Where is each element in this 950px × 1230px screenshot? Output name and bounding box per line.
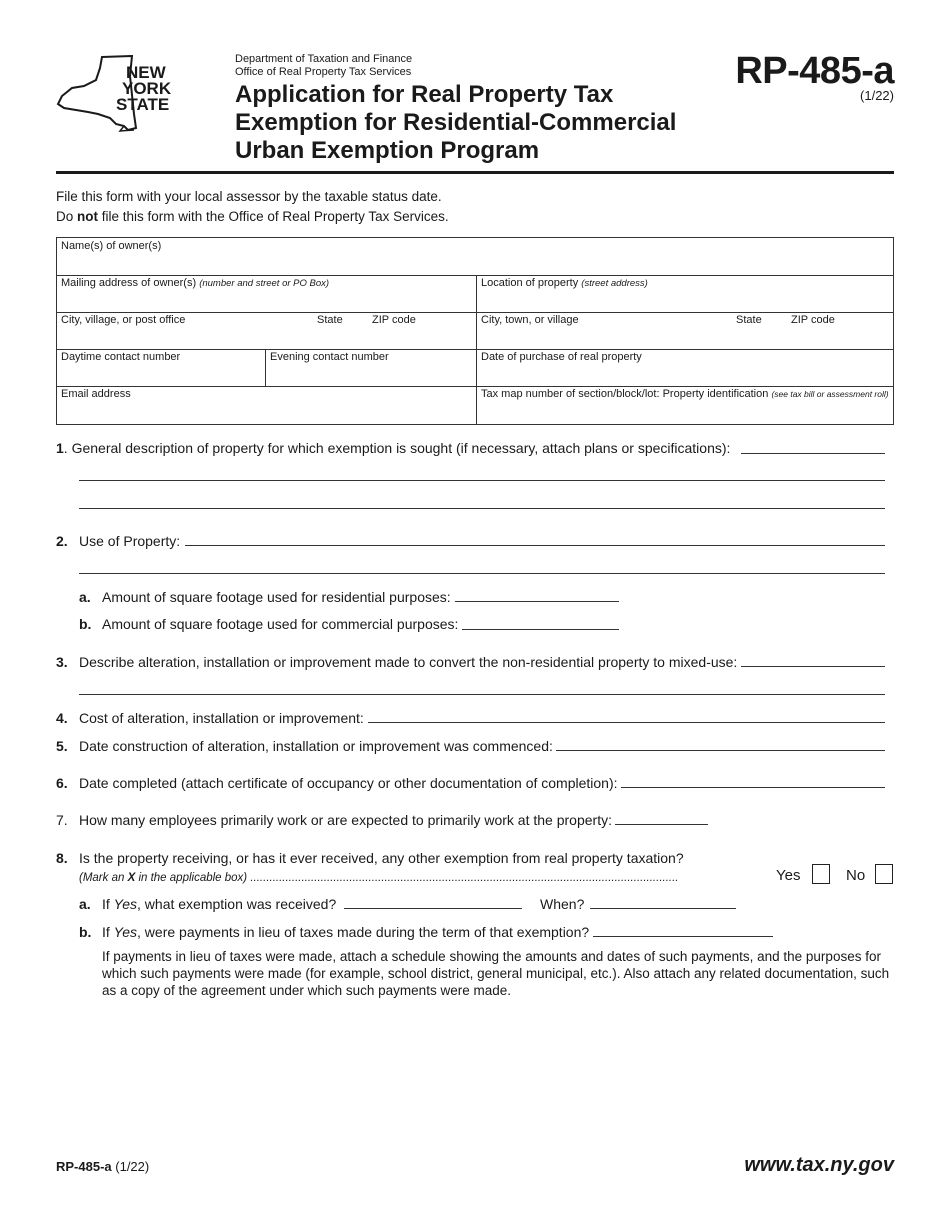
field-label: City, town, or village — [481, 314, 579, 326]
instruction-text: (Mark an — [79, 872, 128, 884]
answer-line-q2[interactable] — [185, 545, 885, 546]
state-field-1[interactable] — [313, 312, 363, 349]
intro-emphasis: not — [77, 209, 99, 224]
question-number: b. — [79, 616, 92, 632]
form-number: RP-485-a — [735, 50, 894, 92]
intro-line-1: File this form with your local assessor by the taxable status date. — [56, 189, 442, 204]
field-label: Name(s) of owner(s) — [61, 240, 162, 252]
question-8-instruction — [79, 869, 767, 887]
answer-line-q1[interactable] — [79, 508, 885, 509]
field-label: ZIP code — [791, 314, 835, 326]
question-number: 4. — [56, 710, 68, 726]
question-2a — [79, 588, 451, 606]
footer-website-link[interactable]: www.tax.ny.gov — [744, 1154, 894, 1176]
question-text: Date completed (attach certificate of occupancy or other documentation of completion): — [79, 775, 618, 791]
daytime-phone-field[interactable] — [57, 349, 265, 386]
question-text: Amount of square footage used for residential purposes: — [102, 589, 451, 605]
field-label: Tax map number of section/block/lot: Property identification — [481, 388, 769, 400]
footer-form-id — [56, 1159, 149, 1174]
question-text: Date construction of alteration, installation or improvement was commenced: — [79, 738, 553, 754]
question-8b — [79, 923, 589, 941]
no-label: No — [846, 867, 866, 884]
answer-line-q4[interactable] — [368, 722, 885, 723]
leader-dots: ...................................................................................................................................... — [250, 872, 679, 884]
question-text: Use of Property: — [79, 533, 181, 549]
question-number: 2. — [56, 533, 68, 549]
instruction-mark: X — [127, 872, 136, 884]
question-text: Amount of square footage used for commercial purposes: — [102, 616, 459, 632]
question-text: If — [102, 896, 114, 912]
email-field[interactable] — [57, 386, 476, 424]
no-checkbox[interactable] — [875, 864, 893, 884]
owner-info-box — [56, 237, 894, 425]
title-line: Exemption for Residential-Commercial — [235, 109, 677, 136]
question-8a-when: When? — [540, 896, 585, 912]
question-2b — [79, 615, 458, 633]
city-post-field[interactable] — [57, 312, 307, 349]
question-8a — [79, 895, 336, 913]
intro-line-2 — [56, 207, 449, 227]
question-5 — [56, 737, 553, 755]
answer-line-q2a[interactable] — [455, 601, 619, 602]
title-line: Application for Real Property Tax — [235, 81, 614, 108]
question-number: 8. — [56, 850, 68, 866]
form-title — [235, 81, 735, 165]
answer-line-q8a-when[interactable] — [590, 908, 736, 909]
answer-line-q3[interactable] — [741, 666, 885, 667]
department-block — [235, 53, 412, 79]
question-6 — [56, 774, 618, 792]
office-name: Office of Real Property Tax Services — [235, 66, 412, 78]
answer-line-q2b[interactable] — [462, 629, 619, 630]
field-label: Mailing address of owner(s) — [61, 277, 197, 289]
instruction-text: in the applicable box) — [135, 872, 248, 884]
question-8b-note: If payments in lieu of taxes were made, attach a schedule showing the amounts and dates of such payments, and the purposes for which such payments were made (for example, school district, general municipal, etc.). Also attach any related documentation, such as a copy of the agreement under which such payments were made. — [102, 949, 890, 998]
question-4 — [56, 709, 364, 727]
answer-line-q7[interactable] — [615, 824, 708, 825]
field-label: Email address — [61, 388, 131, 400]
mailing-address-field[interactable] — [57, 275, 476, 312]
zip-field-2[interactable] — [787, 312, 887, 349]
question-text: How many employees primarily work or are expected to primarily work at the property: — [79, 812, 612, 828]
field-label: Date of purchase of real property — [481, 351, 642, 363]
question-1 — [56, 439, 730, 457]
question-number: 1 — [56, 440, 64, 456]
question-text: If — [102, 924, 114, 940]
question-number: 6. — [56, 775, 68, 791]
field-hint: (see tax bill or assessment roll) — [771, 389, 889, 399]
department-name: Department of Taxation and Finance — [235, 53, 413, 65]
question-7 — [56, 811, 612, 829]
field-hint: (number and street or PO Box) — [199, 278, 330, 289]
intro-text-part: file this form with the Office of Real Property Tax Services. — [98, 209, 449, 224]
field-label: Daytime contact number — [61, 351, 181, 363]
svg-text:NEW: NEW — [126, 63, 166, 82]
question-number: a. — [79, 896, 91, 912]
question-text: . General description of property for which exemption is sought (if necessary, attach plans or specifications): — [63, 440, 731, 456]
nys-logo — [54, 54, 184, 134]
question-text: , were payments in lieu of taxes made during the term of that exemption? — [137, 924, 590, 940]
question-emphasis: Yes — [113, 924, 138, 940]
field-label: State — [317, 314, 343, 326]
zip-field-1[interactable] — [368, 312, 468, 349]
answer-line-q3[interactable] — [79, 694, 885, 695]
field-label: State — [736, 314, 762, 326]
question-8 — [56, 849, 684, 867]
question-text: Cost of alteration, installation or improvement: — [79, 710, 364, 726]
question-text: Describe alteration, installation or improvement made to convert the non-residential property to mixed-use: — [79, 654, 738, 670]
state-field-2[interactable] — [732, 312, 782, 349]
yes-label: Yes — [776, 867, 801, 884]
tax-map-field[interactable] — [477, 386, 893, 424]
question-emphasis: Yes — [113, 896, 138, 912]
field-label: City, village, or post office — [61, 314, 186, 326]
field-label: Location of property — [481, 277, 579, 289]
city-town-field[interactable] — [477, 312, 727, 349]
form-revision: (1/22) — [860, 88, 894, 103]
footer-revision: (1/22) — [115, 1159, 150, 1174]
footer-form-number: RP-485-a — [56, 1159, 112, 1174]
question-number: 7. — [56, 812, 68, 828]
answer-line-q6[interactable] — [621, 787, 885, 788]
intro-text — [56, 187, 449, 227]
header-rule — [56, 171, 894, 174]
answer-line-q2[interactable] — [79, 573, 885, 574]
question-number: b. — [79, 924, 92, 940]
answer-line-q1[interactable] — [741, 453, 885, 454]
answer-line-q8b[interactable] — [593, 936, 773, 937]
question-3 — [56, 653, 737, 671]
answer-line-q1[interactable] — [79, 480, 885, 481]
purchase-date-field[interactable] — [477, 349, 893, 386]
question-2 — [56, 532, 180, 550]
owner-names-field[interactable] — [57, 238, 893, 275]
evening-phone-field[interactable] — [266, 349, 476, 386]
title-line: Urban Exemption Program — [235, 137, 540, 164]
field-label: Evening contact number — [270, 351, 389, 363]
field-hint: (street address) — [581, 278, 648, 289]
question-text: , what exemption was received? — [137, 896, 337, 912]
question-number: a. — [79, 589, 91, 605]
question-number: 3. — [56, 654, 68, 670]
field-label: ZIP code — [372, 314, 416, 326]
answer-line-q5[interactable] — [556, 750, 885, 751]
intro-text-part: Do — [56, 209, 78, 224]
answer-line-q8a-exemption[interactable] — [344, 908, 522, 909]
svg-text:STATE: STATE — [116, 95, 170, 114]
yes-checkbox[interactable] — [812, 864, 830, 884]
question-text: Is the property receiving, or has it ever received, any other exemption from real property taxation? — [79, 850, 684, 866]
property-location-field[interactable] — [477, 275, 893, 312]
svg-text:YORK: YORK — [122, 79, 172, 98]
question-number: 5. — [56, 738, 68, 754]
